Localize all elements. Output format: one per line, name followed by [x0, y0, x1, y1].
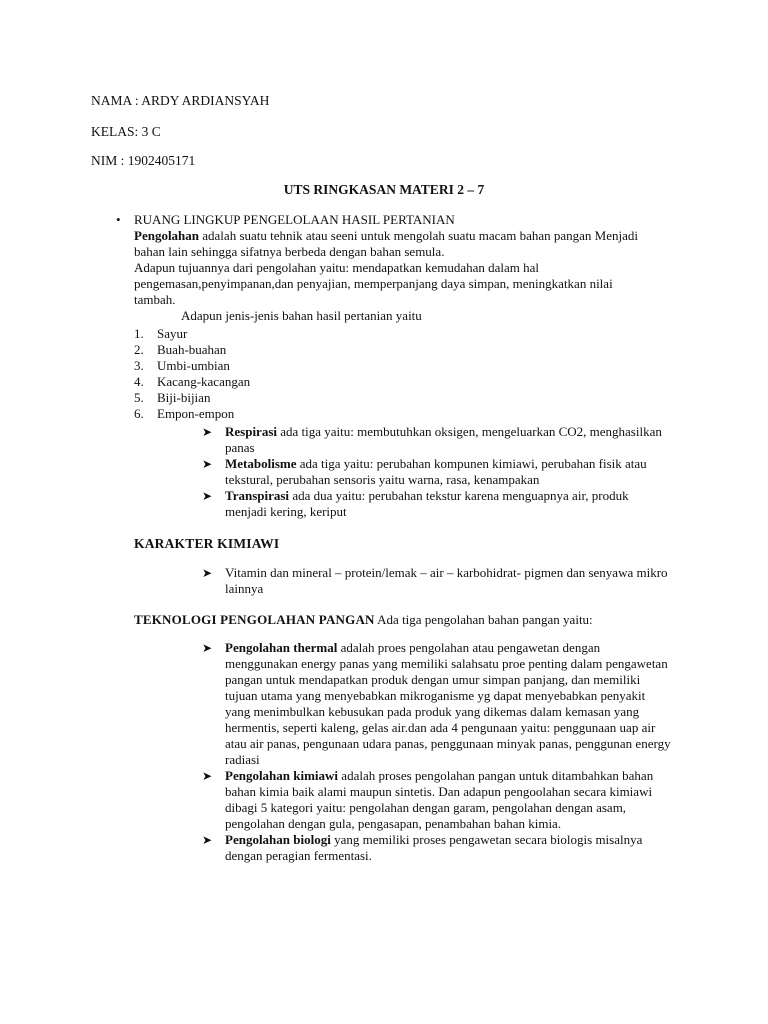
section-karakter-kimiawi: [134, 536, 279, 552]
list-number: 2.: [134, 342, 144, 357]
section-heading: RUANG LINGKUP PENGELOLAAN HASIL PERTANIAN: [134, 212, 455, 227]
list-label: Biji-bijian: [157, 390, 211, 405]
tujuan-paragraph: Adapun tujuannya dari pengolahan yaitu: mendapatkan kemudahan dalam hal pengemasan,penyimpanan,dan penyajian, memperpanjang daya simpan, meningkatkan nilai tambah.: [134, 260, 613, 307]
list-item: [202, 768, 672, 832]
list-label: Umbi-umbian: [157, 358, 230, 373]
list-item: [202, 565, 672, 597]
student-nim: NIM : 1902405171: [91, 153, 196, 168]
list-item: [202, 456, 672, 488]
arrow-bullet-icon: ➤: [202, 566, 213, 580]
document-title: UTS RINGKASAN MATERI 2 – 7: [283, 182, 485, 197]
definition-paragraph: [134, 228, 654, 260]
arrow-bullet-icon: ➤: [202, 457, 213, 471]
section-heading: KARAKTER KIMIAWI: [134, 536, 280, 551]
item-text: ada tiga yaitu: membutuhkan oksigen, mengeluarkan CO2, menghasilkan panas: [225, 424, 662, 455]
karakter-kimiawi-list: [202, 565, 672, 597]
karakter-fisiologis-list: [202, 424, 672, 520]
student-name: NAMA : ARDY ARDIANSYAH: [91, 93, 270, 108]
definition-text: adalah suatu tehnik atau seeni untuk mengolah suatu macam bahan pangan Menjadi bahan lain sehingga sifatnya berbeda dengan bahan semula.: [134, 228, 638, 259]
list-item: [134, 406, 250, 422]
list-item: [202, 640, 672, 768]
section-heading: TEKNOLOGI PENGOLAHAN PANGAN: [134, 612, 375, 627]
list-label: Buah-buahan: [157, 342, 227, 357]
student-class: KELAS: 3 C: [91, 124, 161, 139]
list-label: Empon-empon: [157, 406, 235, 421]
list-item: [202, 424, 672, 456]
list-label: Kacang-kacangan: [157, 374, 251, 389]
item-term: Pengolahan kimiawi: [225, 768, 339, 783]
list-number: 4.: [134, 374, 144, 389]
definition-term: Pengolahan: [134, 228, 200, 243]
bullet-icon: •: [116, 212, 121, 227]
item-term: Respirasi: [225, 424, 277, 439]
list-number: 1.: [134, 326, 144, 341]
list-item: [202, 488, 672, 520]
item-term: Pengolahan biologi: [225, 832, 331, 847]
list-item: [134, 326, 250, 342]
list-label: Sayur: [157, 326, 188, 341]
item-text: yang memiliki proses pengawetan secara biologis misalnya dengan peragian fermentasi.: [225, 832, 643, 863]
item-term: Metabolisme: [225, 456, 297, 471]
list-item: [134, 390, 250, 406]
item-text: ada dua yaitu: perubahan tekstur karena menguapnya air, produk menjadi kering, keriput: [225, 488, 629, 519]
section-teknologi-pengolahan: [134, 612, 593, 628]
item-text: adalah proes pengolahan atau pengawetan dengan menggunakan energy panas yang memiliki salahsatu proe penting dalam pengawetan pangan untuk mendapatkan produk dengan umur simpan panjang, dan memiliki tujuan utama yang menyebabkan mikroganisme yg dapat menyebabkan penyakit yang menimbulkan kebusukan pada produk yang dikemas dalam kemasan yang hermentis, seperti kaleng, gelas air.dan ada 4 pengunaan yaitu: penggunaan uap air atau air panas, pengunaan udara panas, penggunaan minyak panas, penggunan energy radiasi: [225, 640, 671, 767]
arrow-bullet-icon: ➤: [202, 833, 213, 847]
item-text: adalah proses pengolahan pangan untuk ditambahkan bahan bahan kimia baik alami maupun sintetis. Dan adapun pengoolahan secara kimiawi dibagi 5 kategori yaitu: pengolahan dengan garam, pengolahan dengan asam, pengolahan dengan gula, pengasapan, penambahan bahan kimia.: [225, 768, 654, 831]
arrow-bullet-icon: ➤: [202, 769, 213, 783]
section-ruang-lingkup: [134, 212, 654, 324]
arrow-bullet-icon: ➤: [202, 425, 213, 439]
list-number: 3.: [134, 358, 144, 373]
section-heading-tail: Ada tiga pengolahan bahan pangan yaitu:: [374, 612, 593, 627]
teknologi-list: [202, 640, 672, 864]
arrow-bullet-icon: ➤: [202, 641, 213, 655]
list-item: [202, 832, 672, 864]
item-text: ada tiga yaitu: perubahan kompunen kimiawi, perubahan fisik atau tekstural, perubahan sensoris yaitu warna, rasa, kenampakan: [225, 456, 647, 487]
item-text: Vitamin dan mineral – protein/lemak – air – karbohidrat- pigmen dan senyawa mikro lainnya: [225, 565, 668, 596]
jenis-intro: Adapun jenis-jenis bahan hasil pertanian yaitu: [181, 308, 422, 323]
list-item: [134, 358, 250, 374]
list-number: 6.: [134, 406, 144, 421]
jenis-list: [134, 326, 250, 422]
arrow-bullet-icon: ➤: [202, 489, 213, 503]
item-term: Transpirasi: [225, 488, 290, 503]
item-term: Pengolahan thermal: [225, 640, 338, 655]
list-item: [134, 374, 250, 390]
list-number: 5.: [134, 390, 144, 405]
list-item: [134, 342, 250, 358]
